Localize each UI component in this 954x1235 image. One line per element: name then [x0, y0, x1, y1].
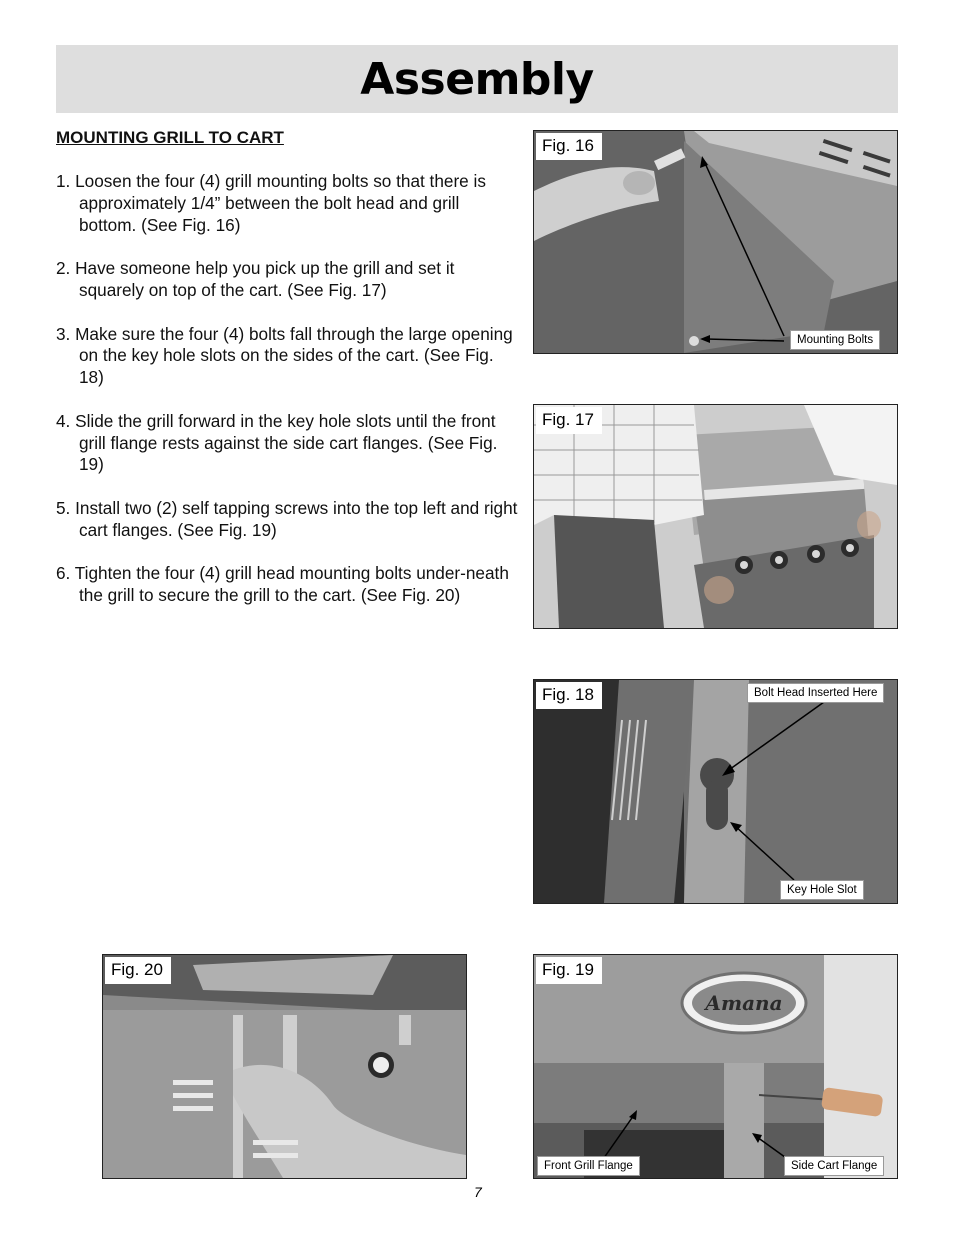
figure-17 [533, 404, 898, 629]
figure-16 [533, 130, 898, 354]
figure-19 [533, 954, 898, 1179]
figure-18-label: Fig. 18 [536, 682, 602, 709]
figure-17-photo [534, 405, 897, 628]
figure-16-photo [534, 131, 897, 353]
instruction-steps [56, 171, 521, 629]
figure-18-photo [534, 680, 897, 903]
figure-20-label: Fig. 20 [105, 957, 171, 984]
step-5: 5. Install two (2) self tapping screws into the top left and right cart flanges. (See Fig. 19) [56, 497, 518, 540]
step-6: 6. Tighten the four (4) grill head mounting bolts under-neath the grill to secure the grill to the cart. (See Fig. 20) [56, 563, 509, 606]
step-1: 1. Loosen the four (4) grill mounting bolts so that there is approximately 1/4” between the bolt head and grill bottom. (See Fig. 16) [56, 171, 486, 235]
section-title: MOUNTING GRILL TO CART [56, 128, 284, 147]
figure-16-label: Fig. 16 [536, 133, 602, 160]
figure-20 [102, 954, 467, 1179]
step-3: 3. Make sure the four (4) bolts fall through the large opening on the key hole slots on the sides of the cart. (See Fig. 18) [56, 323, 513, 388]
figure-19-photo [534, 955, 897, 1178]
step-2: 2. Have someone help you pick up the grill and set it squarely on top of the cart. (See Fig. 17) [56, 258, 455, 300]
callout-bolt-head-inserted: Bolt Head Inserted Here [747, 683, 884, 703]
page-title: Assembly [360, 53, 594, 105]
figure-17-label: Fig. 17 [536, 407, 602, 434]
page-header [56, 45, 898, 113]
figure-18 [533, 679, 898, 904]
step-4: 4. Slide the grill forward in the key hole slots until the front grill flange rests against the side cart flanges. (See Fig. 19) [56, 410, 498, 475]
figure-20-photo [103, 955, 466, 1178]
callout-mounting-bolts: Mounting Bolts [790, 330, 880, 350]
page-number: 7 [474, 1184, 482, 1200]
amana-logo-text: Amana [705, 991, 783, 1015]
figure-19-label: Fig. 19 [536, 957, 602, 984]
callout-front-grill-flange: Front Grill Flange [537, 1156, 640, 1176]
callout-key-hole-slot: Key Hole Slot [780, 880, 864, 900]
callout-side-cart-flange: Side Cart Flange [784, 1156, 884, 1176]
